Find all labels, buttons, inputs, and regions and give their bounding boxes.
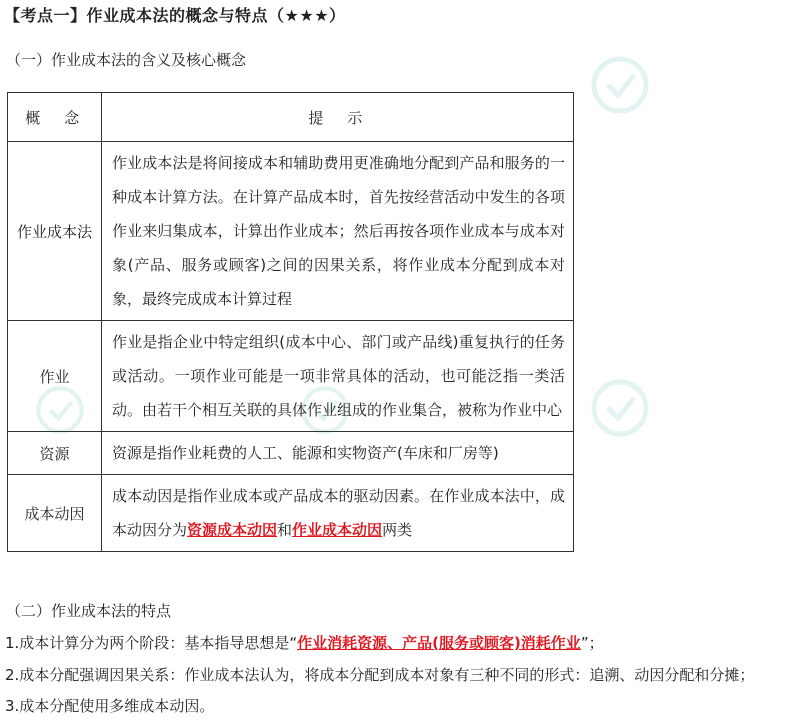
highlight-guiding-idea: 作业消耗资源、产品(服务或顾客)消耗作业 (297, 634, 581, 652)
row-term: 资源 (8, 432, 102, 475)
table-row (8, 142, 574, 321)
feature-point-3: 3.成本分配使用多维成本动因。 (5, 697, 215, 715)
table-row (8, 432, 574, 475)
page-title: 【考点一】作业成本法的概念与特点（★★★） (4, 6, 346, 25)
row-desc (102, 475, 574, 552)
feature-point-1 (5, 632, 604, 653)
desc-text: 成本动因是指作业成本或产品成本的驱动因素。在作业成本法中，成本动因分为 (112, 487, 565, 539)
watermark-logo-icon (590, 55, 650, 115)
desc-text: 和 (277, 521, 293, 539)
row-term: 作业 (8, 321, 102, 432)
table-row (8, 475, 574, 552)
point-text: 1.成本计算分为两个阶段：基本指导思想是“ (5, 634, 298, 652)
concepts-table (7, 92, 574, 552)
header-concept: 概 念 (8, 93, 102, 142)
watermark-logo-icon (590, 378, 650, 438)
highlight-resource-driver: 资源成本动因 (187, 521, 278, 539)
feature-point-2: 2.成本分配强调因果关系：作业成本法认为，将成本分配到成本对象有三种不同的形式：追溯、动因分配和分摊； (5, 666, 755, 684)
row-desc: 资源是指作业耗费的人工、能源和实物资产(车床和厂房等) (102, 432, 574, 475)
table-row (8, 321, 574, 432)
row-term: 成本动因 (8, 475, 102, 552)
highlight-activity-driver: 作业成本动因 (292, 521, 383, 539)
table-header-row (8, 93, 574, 142)
section-heading-definition: （一）作业成本法的含义及核心概念 (6, 51, 247, 69)
row-term: 作业成本法 (8, 142, 102, 321)
row-desc: 作业成本法是将间接成本和辅助费用更准确地分配到产品和服务的一种成本计算方法。在计算产品成本时，首先按经营活动中发生的各项作业来归集成本，计算出作业成本；然后再按各项作业成本与成本对象(产品、服务或顾客)之间的因果关系，将作业成本分配到成本对象，最终完成成本计算过程 (102, 142, 574, 321)
header-tip: 提 示 (102, 93, 574, 142)
desc-text: 两类 (382, 521, 413, 539)
section-heading-features: （二）作业成本法的特点 (6, 602, 172, 620)
point-text: ”； (580, 634, 604, 652)
row-desc: 作业是指企业中特定组织(成本中心、部门或产品线)重复执行的任务或活动。一项作业可能是一项非常具体的活动，也可能泛指一类活动。由若干个相互关联的具体作业组成的作业集合，被称为作业中心 (102, 321, 574, 432)
